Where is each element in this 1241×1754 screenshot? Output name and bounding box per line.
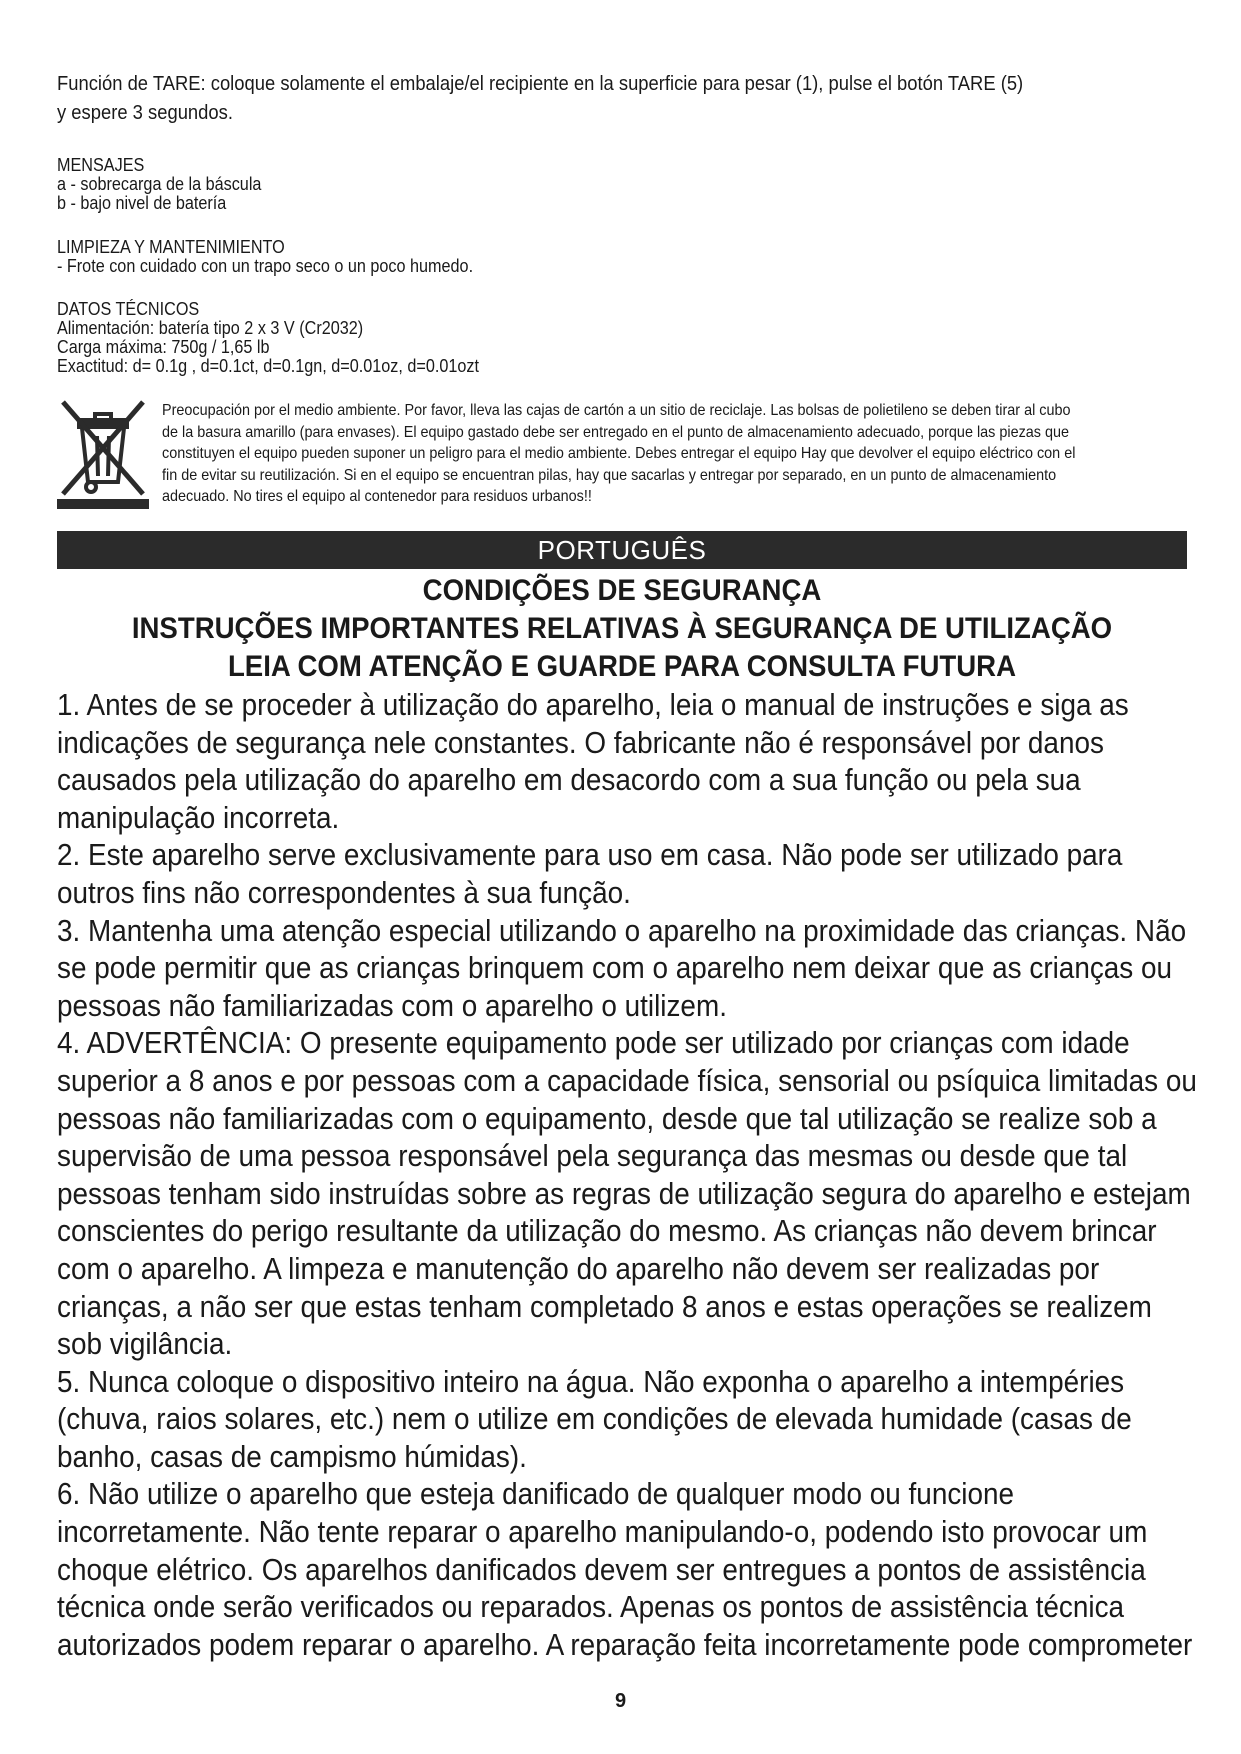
messages-title: MENSAJES: [57, 155, 145, 175]
technical-data-line: Exactitud: d= 0.1g , d=0.1ct, d=0.1gn, d=0.01oz, d=0.01ozt: [57, 356, 479, 376]
technical-data-line: Carga máxima: 750g / 1,65 lb: [57, 337, 270, 357]
instruction-line: 1. Antes de se proceder à utilização do aparelho, leia o manual de instruções e siga as: [57, 687, 1129, 722]
instruction-line: pessoas tenham sido instruídas sobre as regras de utilização segura do aparelho e estejam: [57, 1175, 1191, 1211]
safety-subheading: INSTRUÇÕES IMPORTANTES RELATIVAS À SEGURANÇA DE UTILIZAÇÃO: [131, 612, 1113, 645]
tare-line-2: y espere 3 segundos.: [57, 102, 233, 124]
instruction-line: superior a 8 anos e por pessoas com a capacidade física, sensorial ou psíquica limitadas ou: [57, 1062, 1197, 1098]
language-section-bar: PORTUGUÊS: [57, 531, 1187, 569]
instruction-line: crianças, a não ser que estas tenham completado 8 anos e estas operações se realizem: [57, 1288, 1152, 1324]
instruction-line: conscientes do perigo resultante da utilização do mesmo. As crianças não devem brincar: [57, 1213, 1157, 1249]
cleaning-section: [57, 238, 473, 276]
instruction-line: 6. Não utilize o aparelho que esteja danificado de qualquer modo ou funcione: [57, 1476, 1015, 1512]
instruction-line: 4. ADVERTÊNCIA: O presente equipamento pode ser utilizado por crianças com idade: [57, 1025, 1130, 1061]
technical-data-line: Alimentación: batería tipo 2 x 3 V (Cr2032): [57, 318, 364, 338]
technical-data-title: DATOS TÉCNICOS: [57, 299, 200, 319]
environment-line: Preocupación por el medio ambiente. Por favor, lleva las cajas de cartón a un sitio de reciclaje. Las bolsas de polietileno se deben tirar al cubo: [162, 402, 1071, 419]
environment-line: fin de evitar su reutilización. Si en el equipo se encuentran pilas, hay que sacarlas y entregar por separado, en un punto de almacenamiento: [162, 466, 1057, 484]
tare-function-text: [57, 70, 1097, 128]
tare-line-1: Función de TARE: coloque solamente el embalaje/el recipiente en la superficie para pesar (1), pulse el botón TARE (5): [57, 73, 1024, 95]
safety-instructions: [57, 686, 1197, 1663]
instruction-line: sob vigilância.: [57, 1326, 233, 1362]
cleaning-text: - Frote con cuidado con un trapo seco o un poco humedo.: [57, 256, 474, 276]
instruction-line: supervisão de uma pessoa responsável pela segurança das mesmas ou desde que tal: [57, 1138, 1128, 1174]
environment-line: de la basura amarillo (para envases). El equipo gastado debe ser entregado en el punto de almacenamiento adecuado, porque las piezas que: [162, 423, 1070, 441]
cleaning-title: LIMPIEZA Y MANTENIMIENTO: [57, 237, 285, 257]
instruction-line: se pode permitir que as crianças brinquem com o aparelho nem deixar que as crianças ou: [57, 950, 1173, 986]
instruction-line: 3. Mantenha uma atenção especial utilizando o aparelho na proximidade das crianças. Não: [57, 912, 1187, 948]
instruction-line: manipulação incorreta.: [57, 799, 340, 835]
environment-line: adecuado. No tires el equipo al contenedor para residuos urbanos!!: [162, 488, 592, 505]
instruction-line: incorretamente. Não tente reparar o aparelho manipulando-o, podendo isto provocar um: [57, 1514, 1148, 1550]
instruction-line: técnica onde serão verificados ou reparados. Apenas os pontos de assistência técnica: [57, 1589, 1125, 1625]
instruction-line: indicações de segurança nele constantes. O fabricante não é responsável por danos: [57, 724, 1104, 760]
instruction-line: com o aparelho. A limpeza e manutenção do aparelho não devem ser realizadas por: [57, 1250, 1100, 1286]
page-number: 9: [614, 1690, 627, 1712]
environment-notice: [162, 400, 1143, 508]
instruction-line: pessoas não familiarizadas com o aparelho o utilizem.: [57, 987, 727, 1023]
technical-data-section: [57, 300, 479, 376]
message-item: b - bajo nivel de batería: [57, 193, 227, 213]
environment-line: constituyen el equipo pueden suponer un peligro para el medio ambiente. Debes entregar el equipo Hay que devolver el equipo eléctrico con el: [162, 445, 1076, 462]
instruction-line: banho, casas de campismo húmidas).: [57, 1438, 527, 1474]
instruction-line: pessoas não familiarizadas com o equipamento, desde que tal utilização se realize sob a: [57, 1100, 1157, 1136]
instruction-line: autorizados podem reparar o aparelho. A reparação feita incorretamente pode comprometer: [57, 1626, 1193, 1662]
instruction-line: 2. Este aparelho serve exclusivamente para uso em casa. Não pode ser utilizado para: [57, 837, 1123, 873]
message-item: a - sobrecarga de la báscula: [57, 174, 262, 194]
instruction-line: (chuva, raios solares, etc.) nem o utilize em condições de elevada humidade (casas de: [57, 1401, 1132, 1437]
safety-heading: CONDIÇÕES DE SEGURANÇA: [422, 574, 822, 607]
instruction-line: choque elétrico. Os aparelhos danificados devem ser entregues a pontos de assistência: [57, 1551, 1146, 1587]
weee-crossed-bin-icon: [57, 398, 149, 510]
read-carefully-heading: LEIA COM ATENÇÃO E GUARDE PARA CONSULTA FUTURA: [227, 650, 1017, 683]
messages-section: [57, 156, 261, 213]
instruction-line: 5. Nunca coloque o dispositivo inteiro na água. Não exponha o aparelho a intempéries: [57, 1363, 1125, 1399]
instruction-line: causados pela utilização do aparelho em desacordo com a sua função ou pela sua: [57, 762, 1081, 798]
instruction-line: outros fins não correspondentes à sua função.: [57, 874, 631, 910]
